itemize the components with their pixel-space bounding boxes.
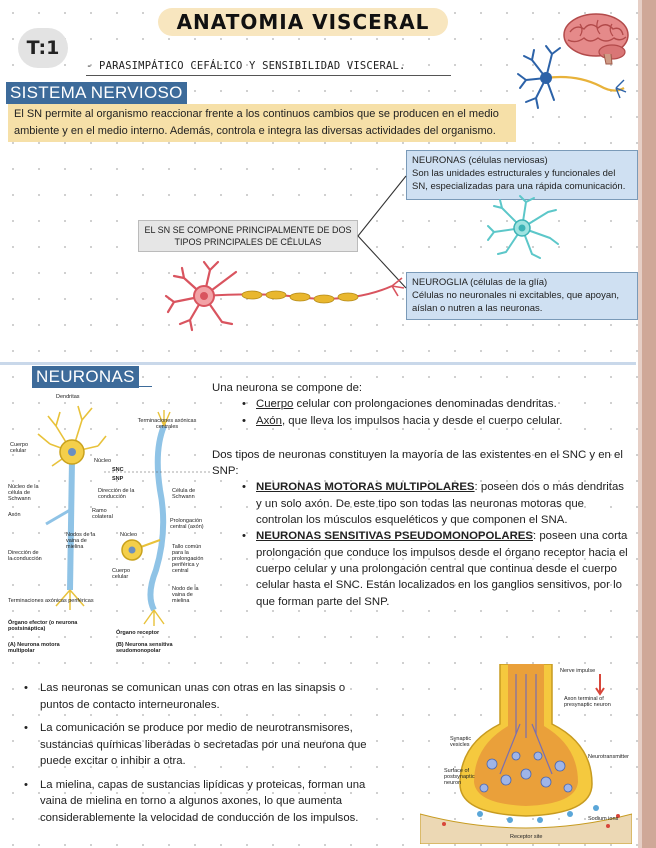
diagram-label-direccion: Dirección de la conducción	[98, 488, 135, 500]
type-term-motoras: NEURONAS MOTORAS MULTIPOLARES	[256, 481, 475, 494]
types-list	[212, 479, 632, 609]
bottom-bullet-list	[24, 680, 380, 833]
type-item-motoras	[256, 479, 632, 528]
diagram-label-nucleo: Núcleo	[94, 458, 112, 464]
compose-list	[212, 396, 632, 429]
synapse-illustration	[420, 664, 632, 844]
synapse-label-surface: Surface of postsynaptic neuron	[444, 768, 475, 786]
section-divider	[0, 362, 636, 365]
type-term-sensitivas: NEURONAS SENSITIVAS PSEUDOMONOPOLARES	[256, 530, 533, 543]
compose-rest-axon: , que lleva los impulsos hacia y desde el cuerpo celular.	[281, 414, 563, 427]
diagram-caption-a: (A) Neurona motora multipolar	[8, 642, 60, 654]
neuron-anatomy-diagram	[4, 390, 210, 660]
diagram-label-nodos: Nodos de la vaina de mielina	[66, 532, 96, 550]
diagram-label-snc: SNC	[112, 467, 124, 473]
synapse-label-receptor: Receptor site	[510, 834, 543, 840]
types-intro: Dos tipos de neuronas constituyen la mayoría de las existentes en el SNC y en el SNP:	[212, 448, 623, 478]
cell-types-box: EL SN SE COMPONE PRINCIPALMENTE DE DOS TIPOS PRINCIPALES DE CÉLULAS	[138, 220, 358, 252]
diagram-label-snp: SNP	[112, 476, 124, 482]
diagram-caption-b: (B) Neurona sensitiva seudomonopolar	[116, 642, 173, 654]
compose-term-cuerpo: Cuerpo	[256, 398, 294, 411]
diagram-label-nodo-vaina: Nodo de la vaina de mielina	[172, 586, 199, 604]
neuronas-text-block	[212, 380, 632, 610]
diagram-label-celula-schwann: Célula de Schwann	[172, 488, 196, 500]
diagram-label-nucleo-2: Núcleo	[120, 532, 138, 538]
bullet-mielina: • La mielina, capas de sustancias lipídicas y proteicas, forman una vaina de mielina en torno a algunos axones, lo que aumenta considerablemente la velocidad de conducción de los impulsos.	[24, 777, 380, 827]
neuroglia-box-title: NEUROGLIA (células de la glía)	[412, 277, 548, 288]
diagram-label-terminaciones-perifericas: Terminaciones axónicas periféricas	[8, 598, 94, 604]
synapse-label-sodium: Sodium ions	[588, 816, 619, 822]
diagram-label-axon: Axón	[8, 512, 21, 518]
section-heading-sistema: SISTEMA NERVIOSO	[6, 82, 187, 104]
page-subtitle: - PARASIMPÁTICO CEFÁLICO Y SENSIBILIDAD VISCERAL.	[86, 60, 406, 72]
neuron-illustration-pink	[156, 256, 406, 336]
compose-rest-cuerpo: celular con prolongaciones denominadas dendritas.	[293, 398, 557, 411]
diagram-label-organo-receptor: Órgano receptor	[116, 630, 160, 636]
bullet-neurotransmisores: • La comunicación se produce por medio de neurotransmisores, sustancias químicas liberadas o secretadas por una neurona que puede excitar o inhibir a otra.	[24, 720, 380, 770]
compose-term-axon: Axón	[256, 414, 282, 427]
sistema-intro: El SN permite al organismo reaccionar frente a los continuos cambios que se producen en el medio ambiente y en el medio interno. Además, controla e integra las diversas actividades del organismo.	[8, 104, 516, 142]
right-edge-bar	[642, 0, 656, 848]
diagram-label-dendritas: Dendritas	[56, 394, 80, 400]
diagram-label-direccion-2: Dirección de la conducción	[8, 550, 42, 562]
neuroglia-box-text: Células no neuronales ni excitables, que apoyan, aíslan o nutren a las neuronas.	[412, 290, 620, 314]
glial-cell-illustration	[478, 192, 566, 264]
neuron-illustration-blue	[512, 40, 632, 115]
neuronas-box-title: NEURONAS (células nerviosas)	[412, 155, 548, 166]
diagram-label-terminaciones-centrales: Terminaciones axónicas centrales	[137, 418, 197, 430]
compose-item-cuerpo	[256, 396, 632, 412]
diagram-label-tallo: Tallo común para la prolongación periférica y central	[172, 544, 204, 574]
type-rest-sensitivas: : poseen una corta prolongación que conduce los impulsos desde el órgano receptor hacia el cuerpo celular y una prolongación central que continua desde el cuerpo celular hasta el SNC. Están localizados en los ganglios sensitivos, por lo que forman parte del SNP.	[256, 530, 628, 608]
diagram-label-organo-efector: Órgano efector (o neurona postsináptica)	[8, 620, 78, 632]
topic-badge: T:1	[18, 28, 68, 68]
synapse-label-vesicles: Synaptic vesicles	[450, 736, 472, 748]
diagram-label-ramo-colateral: Ramo colateral	[92, 508, 113, 520]
diagram-label-cuerpo-celular: Cuerpo celular	[10, 442, 29, 454]
type-rest-motoras: : poseen dos o más dendritas y un solo axón. De este tipo son todas las neuronas motoras que controlan los músculos esqueléticos y que componen el SNA.	[256, 481, 624, 527]
diagram-label-cuerpo-celular-2: Cuerpo celular	[112, 568, 131, 580]
synapse-label-nerve-impulse: Nerve impulse	[560, 668, 596, 674]
neuroglia-info-box	[406, 272, 638, 320]
diagram-label-nucleo-schwann: Núcleo de la célula de Schwann	[8, 484, 39, 502]
bullet-sinapsis: • Las neuronas se comunican unas con otras en las sinapsis o puntos de contacto interneuronales.	[24, 680, 380, 713]
neuronas-box-text: Son las unidades estructurales y funcionales del SN, especializadas para una rápida comunicación.	[412, 168, 626, 192]
section-heading-underline	[6, 102, 180, 103]
subtitle-underline	[86, 75, 451, 76]
section-heading-neuronas: NEURONAS	[32, 366, 139, 388]
section-heading-underline	[32, 386, 152, 387]
synapse-label-neurotransmitter: Neurotransmitter	[588, 754, 629, 760]
compose-item-axon	[256, 413, 632, 429]
compose-intro: Una neurona se compone de:	[212, 382, 363, 394]
page-title: ANATOMIA VISCERAL	[158, 8, 448, 36]
diagram-label-prolongacion-central: Prolongación central (axón)	[170, 518, 204, 530]
type-item-sensitivas	[256, 528, 632, 609]
synapse-label-axon-terminal: Axon terminal of presynaptic neuron	[564, 696, 611, 708]
